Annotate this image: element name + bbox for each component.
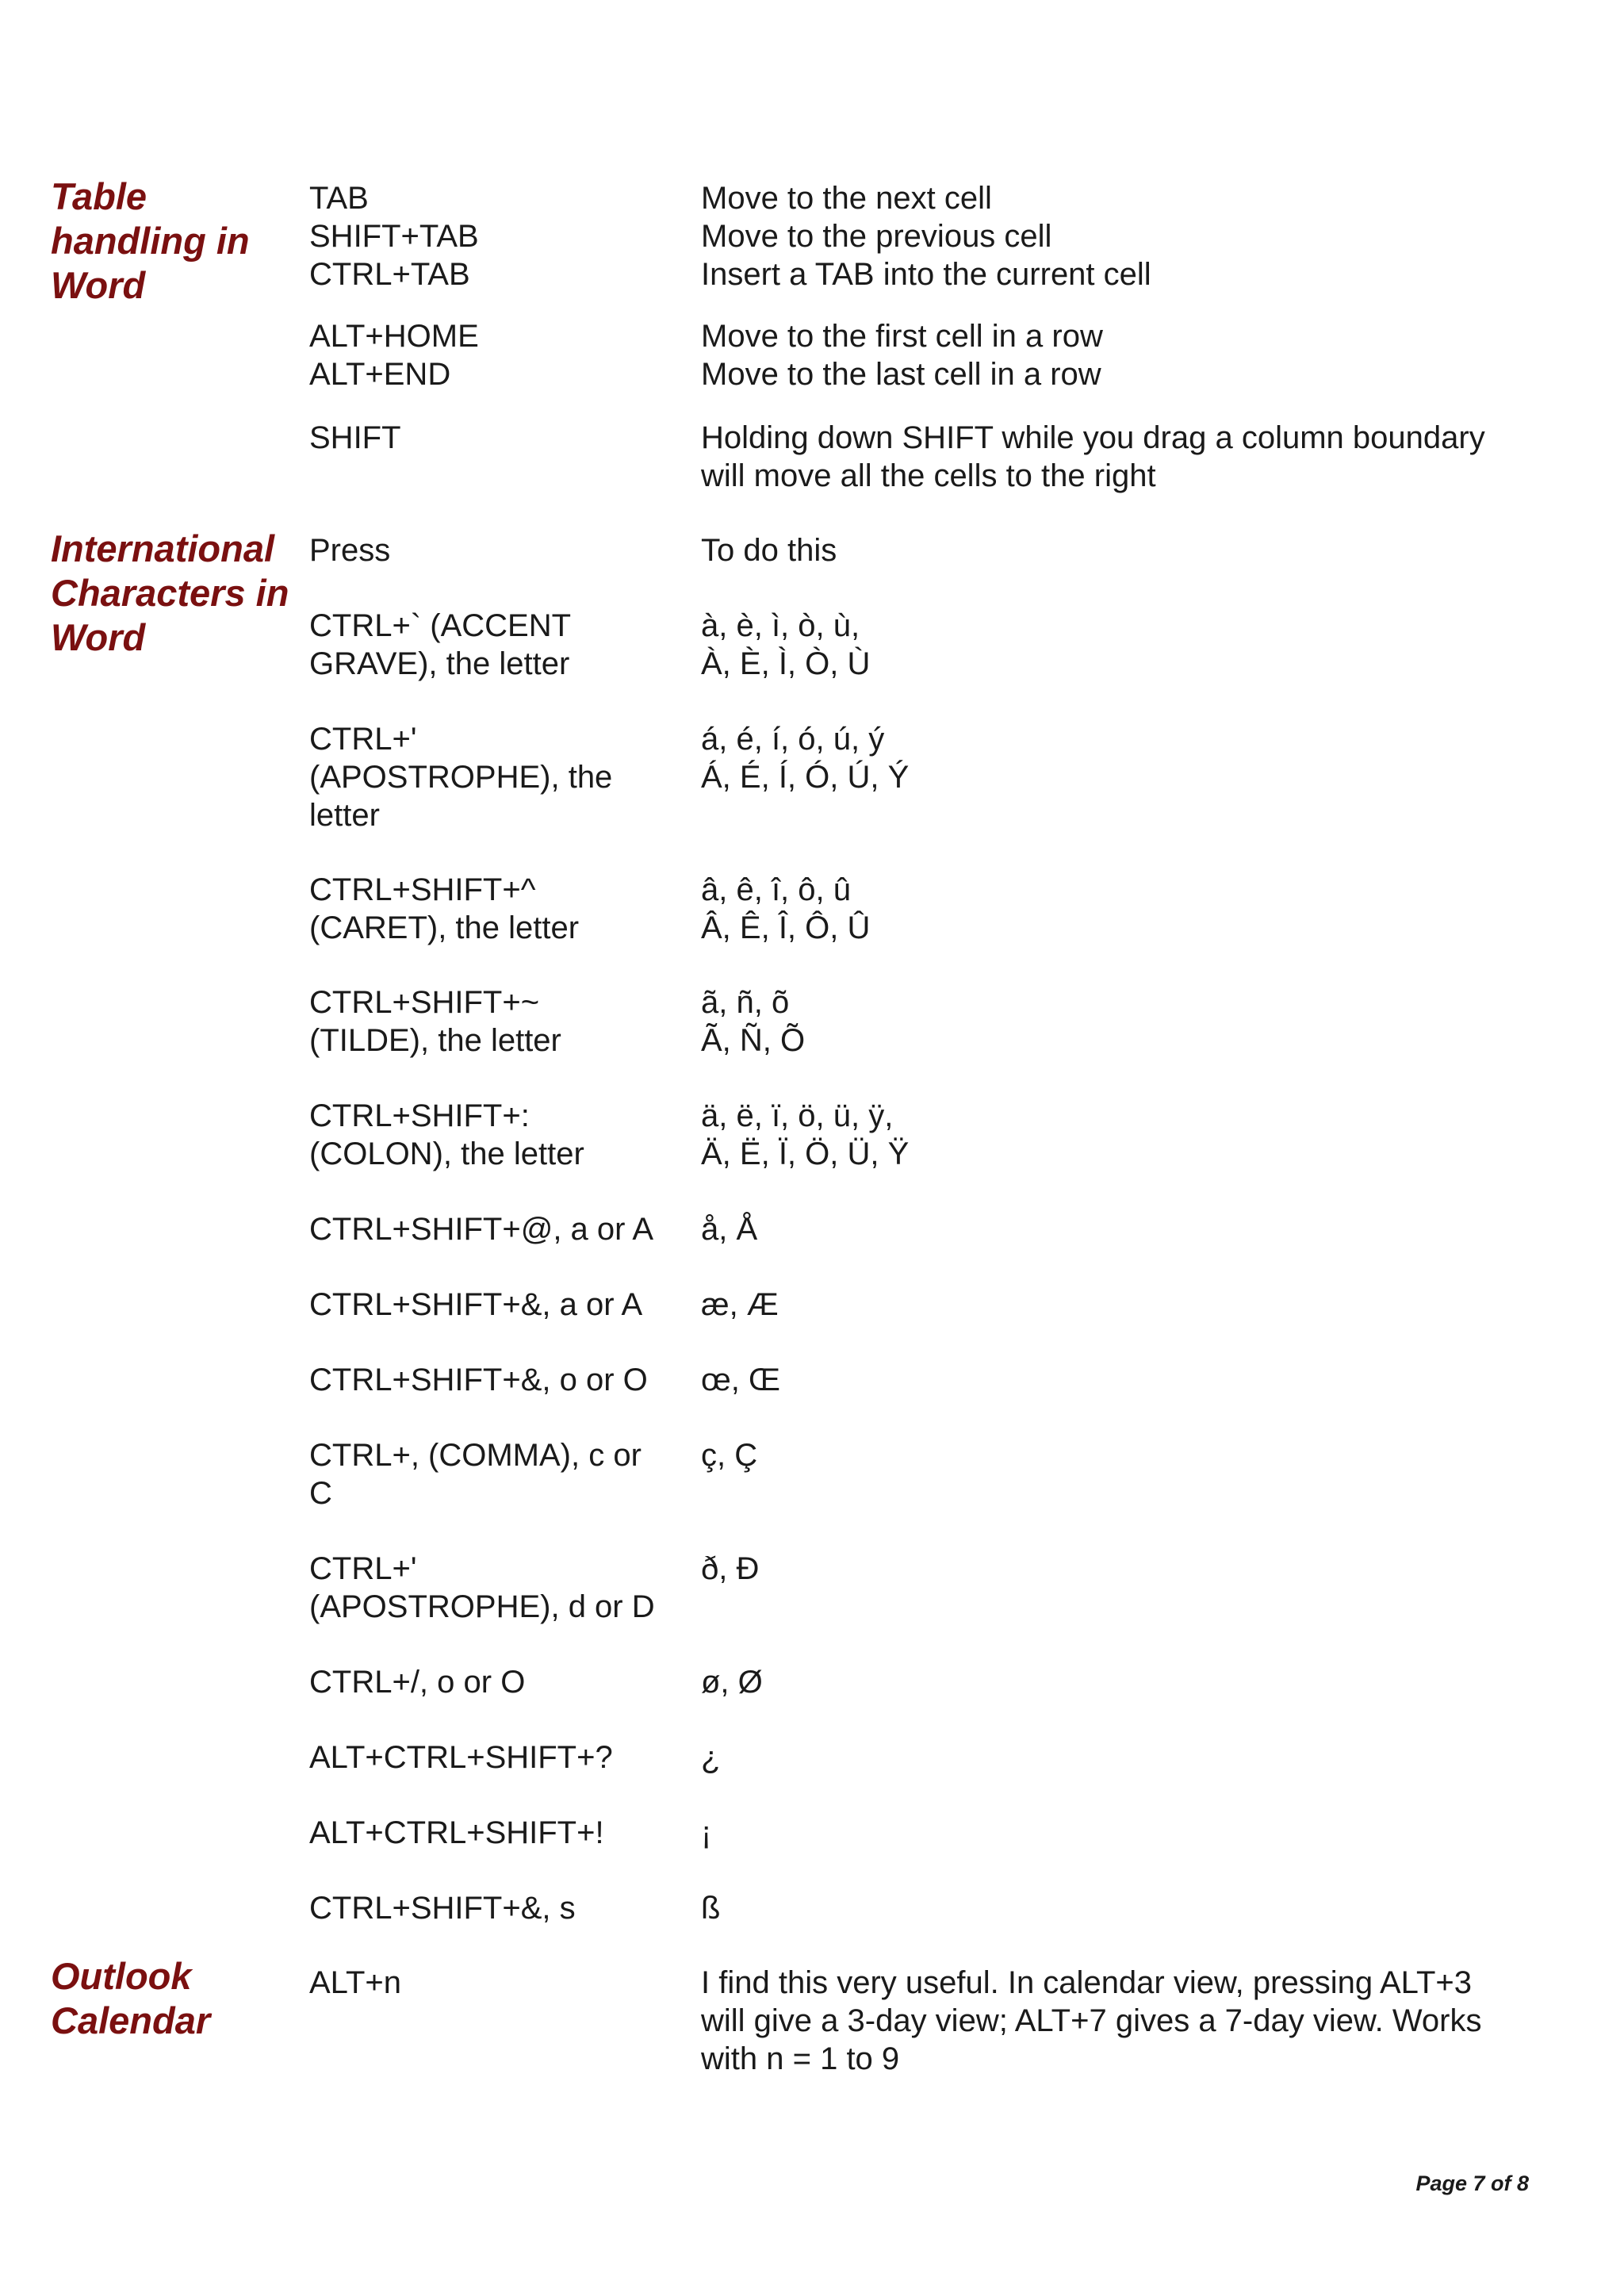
shortcut-description: ä, ë, ï, ö, ü, ÿ, Ä, Ë, Ï, Ö, Ü, Ÿ: [701, 1098, 910, 1171]
shortcut-key: CTRL+SHIFT+: (COLON), the letter: [309, 1098, 584, 1171]
shortcut-description: œ, Œ: [701, 1363, 780, 1397]
shortcut-description: Insert a TAB into the current cell: [701, 257, 1151, 292]
shortcut-description: â, ê, î, ô, û Â, Ê, Î, Ô, Û: [701, 872, 871, 945]
shortcut-description: Holding down SHIFT while you drag a column boundary will move all the cells to the right: [701, 420, 1485, 493]
shortcut-key: CTRL+' (APOSTROPHE), the letter: [309, 722, 613, 833]
shortcut-description: à, è, ì, ò, ù, À, È, Ì, Ò, Ù: [701, 608, 871, 681]
shortcut-key: CTRL+` (ACCENT GRAVE), the letter: [309, 608, 572, 681]
shortcut-key: ALT+END: [309, 357, 451, 392]
shortcut-key: ALT+n: [309, 1965, 401, 2000]
shortcut-description: á, é, í, ó, ú, ý Á, É, Í, Ó, Ú, Ý: [701, 722, 910, 795]
shortcut-key: ALT+HOME: [309, 319, 479, 354]
shortcut-description: ø, Ø: [701, 1665, 763, 1700]
shortcut-description: ã, ñ, õ Ã, Ñ, Õ: [701, 985, 806, 1058]
shortcut-description: æ, Æ: [701, 1287, 779, 1322]
shortcut-description: Move to the next cell: [701, 181, 992, 216]
shortcut-key: ALT+CTRL+SHIFT+!: [309, 1815, 604, 1850]
section-heading: Table handling in Word: [51, 175, 250, 306]
shortcut-key: ALT+CTRL+SHIFT+?: [309, 1740, 613, 1775]
shortcut-key: Press: [309, 533, 391, 568]
shortcut-key: CTRL+SHIFT+@, a or A: [309, 1212, 654, 1247]
shortcut-description: å, Å: [701, 1212, 758, 1247]
shortcut-key: CTRL+SHIFT+~ (TILDE), the letter: [309, 985, 561, 1058]
shortcut-key: CTRL+/, o or O: [309, 1665, 526, 1700]
shortcut-key: CTRL+SHIFT+&, a or A: [309, 1287, 643, 1322]
shortcut-description: ð, Đ: [701, 1551, 760, 1586]
shortcut-description: Move to the previous cell: [701, 219, 1052, 254]
shortcut-key: SHIFT+TAB: [309, 219, 479, 254]
shortcut-key: CTRL+SHIFT+&, o or O: [309, 1363, 648, 1397]
section-heading: Outlook Calendar: [51, 1955, 211, 2041]
shortcut-key: TAB: [309, 181, 369, 216]
shortcut-description: ß: [701, 1891, 721, 1926]
shortcut-description: ¡: [701, 1815, 712, 1850]
section-heading: International Characters in Word: [51, 527, 289, 658]
page-number: Page 7 of 8: [1415, 2171, 1529, 2195]
shortcut-key: CTRL+, (COMMA), c or C: [309, 1438, 642, 1511]
shortcut-key: CTRL+TAB: [309, 257, 470, 292]
shortcut-description: ç, Ç: [701, 1438, 758, 1473]
shortcut-key: CTRL+SHIFT+&, s: [309, 1891, 576, 1926]
shortcut-key: CTRL+' (APOSTROPHE), d or D: [309, 1551, 655, 1624]
shortcut-description: I find this very useful. In calendar view, pressing ALT+3 will give a 3-day view; ALT+7 gives a 7-day view. Works with n = 1 to 9: [701, 1965, 1482, 2076]
shortcut-key: SHIFT: [309, 420, 401, 455]
shortcut-description: Move to the last cell in a row: [701, 357, 1101, 392]
shortcut-key: CTRL+SHIFT+^ (CARET), the letter: [309, 872, 580, 945]
shortcut-description: Move to the first cell in a row: [701, 319, 1103, 354]
shortcut-description: To do this: [701, 533, 837, 568]
shortcut-description: ¿: [701, 1740, 721, 1775]
